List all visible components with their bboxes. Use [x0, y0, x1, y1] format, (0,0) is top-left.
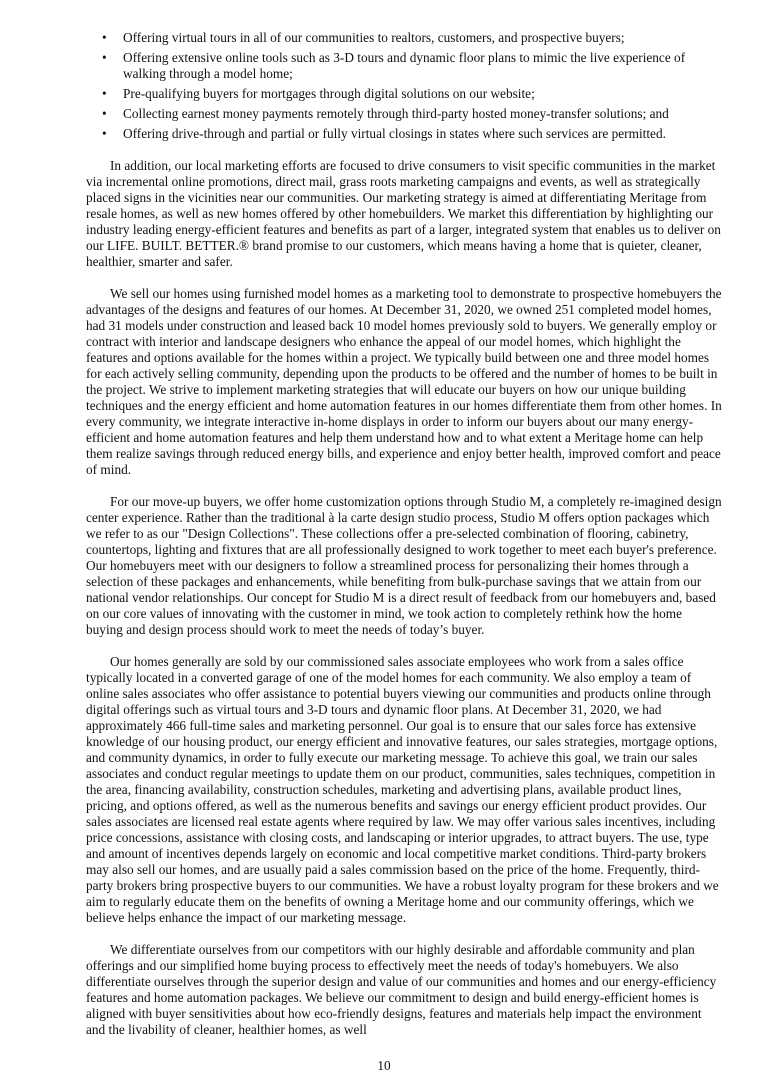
paragraph-local-marketing: In addition, our local marketing efforts are focused to drive consumers to visit specific communities in the market via incremental online promotions, direct mail, grass roots marketing campaigns and events, as well as strategically placed signs in the vicinities near our communities. Our marketing strategy is aimed at differentiating Meritage from resale homes, as well as new homes offered by other homebuilders. We market this differentiation by highlighting our industry leading energy-efficient features and benefits as part of a larger, integrated system that enables us to deliver on our LIFE. BUILT. BETTER.® brand promise to our customers, which means having a home that is quieter, cleaner, healthier, smarter and safer.: [86, 158, 721, 269]
bullet-icon: •: [102, 126, 107, 141]
document-body: [86, 0, 722, 1038]
bullet-list: [86, 30, 722, 142]
bullet-icon: •: [102, 86, 107, 101]
paragraph-studio-m: For our move-up buyers, we offer home customization options through Studio M, a completely re-imagined design center experience. Rather than the traditional à la carte design studio process, Studio M offers option packages which we refer to as our "Design Collections". These collections offer a pre-selected combination of flooring, cabinetry, countertops, lighting and fixtures that are all professionally designed to work together to meet each buyer's preference. Our homebuyers meet with our designers to follow a streamlined process for personalizing their homes through a selection of these packages and enhancements, while benefiting from bulk-purchase savings that we attain from our national vendor relationships. Our concept for Studio M is a direct result of feedback from our homebuyers and, based on our core values of innovating with the customer in mind, we took action to completely rethink how the home buying and design process should work to meet the needs of today’s buyer.: [86, 494, 722, 637]
list-item: [86, 86, 722, 102]
paragraph-differentiation: We differentiate ourselves from our competitors with our highly desirable and affordable community and plan offerings and our simplified home buying process to effectively meet the needs of today's homebuyers. We also differentiate ourselves through the superior design and value of our communities and homes and our energy-efficiency features and home automation packages. We believe our commitment to design and build energy-efficient homes is aligned with buyer sensitivities about how eco-friendly designs, features and materials help impact the environment and the livability of cleaner, healthier homes, as well: [86, 942, 717, 1037]
list-item: [86, 30, 722, 46]
list-item: [86, 126, 722, 142]
bullet-icon: •: [102, 30, 107, 45]
page-number: 10: [377, 1058, 391, 1073]
bullet-icon: •: [102, 50, 107, 65]
list-item-text: Offering extensive online tools such as 3-D tours and dynamic floor plans to mimic the live experience of walking through a model home;: [123, 50, 686, 81]
list-item: [86, 50, 722, 82]
list-item-text: Collecting earnest money payments remotely through third-party hosted money-transfer solutions; and: [123, 106, 669, 121]
list-item-text: Offering virtual tours in all of our communities to realtors, customers, and prospective buyers;: [123, 30, 625, 45]
paragraph-model-homes: We sell our homes using furnished model homes as a marketing tool to demonstrate to prospective homebuyers the advantages of the designs and features of our homes. At December 31, 2020, we owned 251 completed model homes, had 31 models under construction and leased back 10 model homes previously sold to buyers. We generally employ or contract with interior and landscape designers who enhance the appeal of our model homes, which highlight the features and options available for the homes within a project. We typically build between one and three model homes for each actively selling community, depending upon the products to be offered and the number of homes to be built in the project. We strive to implement marketing strategies that will educate our buyers on how our unique building techniques and the energy efficient and home automation features in our homes differentiate them from other homes. In every community, we integrate interactive in-home displays in order to inform our buyers about our many energy-efficient and home automation features and help them understand how and to what extent a Meritage home can help them realize savings through reduced energy bills, and experience and enjoy better health, improved comfort and peace of mind.: [86, 286, 722, 477]
paragraph-sales-associates: Our homes generally are sold by our commissioned sales associate employees who work from a sales office typically located in a converted garage of one of the model homes for each community. We also employ a team of online sales associates who offer assistance to potential buyers viewing our communities and products online through digital offerings such as virtual tours and 3-D tours and dynamic floor plans. At December 31, 2020, we had approximately 466 full-time sales and marketing personnel. Our goal is to ensure that our sales force has extensive knowledge of our housing product, our energy efficient and innovative features, our sales strategies, mortgage options, and community dynamics, in order to fully execute our marketing message. To achieve this goal, we train our sales associates and conduct regular meetings to update them on our product, communities, sales techniques, competition in the area, financing availability, construction schedules, marketing and advertising plans, available product lines, pricing, and options offered, as well as the numerous benefits and savings our energy efficient product provides. Our sales associates are licensed real estate agents where required by law. We may offer various sales incentives, including price concessions, assistance with closing costs, and landscaping or interior upgrades, to attract buyers. The use, type and amount of incentives depends largely on economic and local competitive market conditions. Third-party brokers may also sell our homes, and are usually paid a sales commission based on the price of the home. Frequently, third-party brokers bring prospective buyers to our communities. We have a robust loyalty program for these brokers and we aim to regularly educate them on the benefits of owning a Meritage home and our community offerings, which we believe helps enhance the impact of our marketing message.: [86, 654, 719, 925]
list-item: [86, 106, 722, 122]
list-item-text: Offering drive-through and partial or fully virtual closings in states where such services are permitted.: [123, 126, 666, 141]
list-item-text: Pre-qualifying buyers for mortgages through digital solutions on our website;: [123, 86, 535, 101]
bullet-icon: •: [102, 106, 107, 121]
